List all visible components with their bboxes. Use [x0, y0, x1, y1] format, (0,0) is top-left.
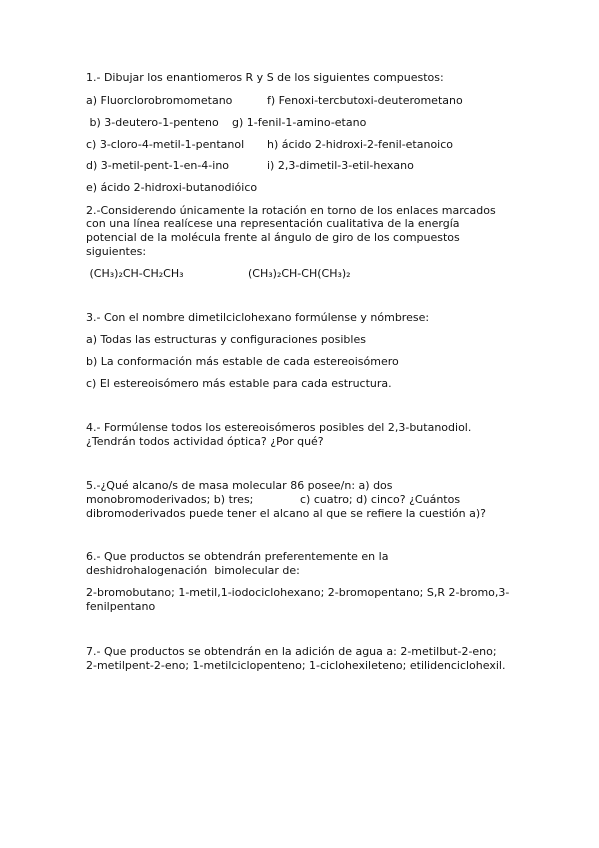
q6-line-1: 6.- Que productos se obtendrán preferentemente en la	[86, 550, 389, 563]
q5-line-3: dibromoderivados puede tener el alcano al que se refiere la cuestión a)?	[86, 507, 486, 520]
q2-line-2: con una línea realícese una representación cualitativa de la energía	[86, 217, 460, 230]
q4-line-1: 4.- Formúlense todos los estereoisómeros posibles del 2,3-butanodiol.	[86, 421, 472, 434]
q1-item-d: d) 3-metil-pent-1-en-4-ino	[86, 159, 230, 172]
q1-item-h: h) ácido 2-hidroxi-2-fenil-etanoico	[267, 138, 454, 151]
q4-line-2: ¿Tendrán todos actividad óptica? ¿Por qué?	[86, 435, 324, 448]
q3-item-b: b) La conformación más estable de cada estereoisómero	[86, 355, 399, 368]
q1-item-e: e) ácido 2-hidroxi-butanodióico	[86, 181, 258, 194]
q5-line-2-left: monobromoderivados; b) tres;	[86, 493, 254, 506]
q2-line-1: 2.-Considerendo únicamente la rotación en torno de los enlaces marcados	[86, 204, 496, 217]
q3-item-a: a) Todas las estructuras y configuraciones posibles	[86, 333, 366, 346]
q1-item-b: b) 3-deutero-1-penteno	[86, 116, 219, 129]
q1-item-a: a) Fluorclorobromometano	[86, 94, 233, 107]
q2-line-4: siguientes:	[86, 245, 147, 258]
q6-line-4: fenilpentano	[86, 600, 156, 613]
q2-line-3: potencial de la molécula frente al ángulo de giro de los compuestos	[86, 231, 460, 244]
q6-line-3: 2-bromobutano; 1-metil,1-iodociclohexano; 2-bromopentano; S,R 2-bromo,3-	[86, 586, 510, 599]
q1-item-f: f) Fenoxi-tercbutoxi-deuterometano	[267, 94, 463, 107]
q2-formula-1: (CH₃)₂CH-CH₂CH₃	[86, 267, 184, 280]
q1-item-c: c) 3-cloro-4-metil-1-pentanol	[86, 138, 245, 151]
q3-heading: 3.- Con el nombre dimetilciclohexano formúlense y nómbrese:	[86, 311, 430, 324]
q1-heading: 1.- Dibujar los enantiomeros R y S de los siguientes compuestos:	[86, 71, 444, 84]
q7-line-2: 2-metilpent-2-eno; 1-metilciclopenteno; 1-ciclohexileteno; etilidenciclohexil.	[86, 659, 506, 672]
q2-formula-2: (CH₃)₂CH-CH(CH₃)₂	[248, 267, 351, 280]
q1-item-g: g) 1-fenil-1-amino-etano	[232, 116, 367, 129]
q5-line-2-right: c) cuatro; d) cinco? ¿Cuántos	[300, 493, 461, 506]
q5-line-1: 5.-¿Qué alcano/s de masa molecular 86 posee/n: a) dos	[86, 479, 393, 492]
q1-item-i: i) 2,3-dimetil-3-etil-hexano	[267, 159, 414, 172]
q3-item-c: c) El estereoisómero más estable para cada estructura.	[86, 377, 392, 390]
q7-line-1: 7.- Que productos se obtendrán en la adición de agua a: 2-metilbut-2-eno;	[86, 645, 497, 658]
q6-line-2: deshidrohalogenación bimolecular de:	[86, 564, 300, 577]
